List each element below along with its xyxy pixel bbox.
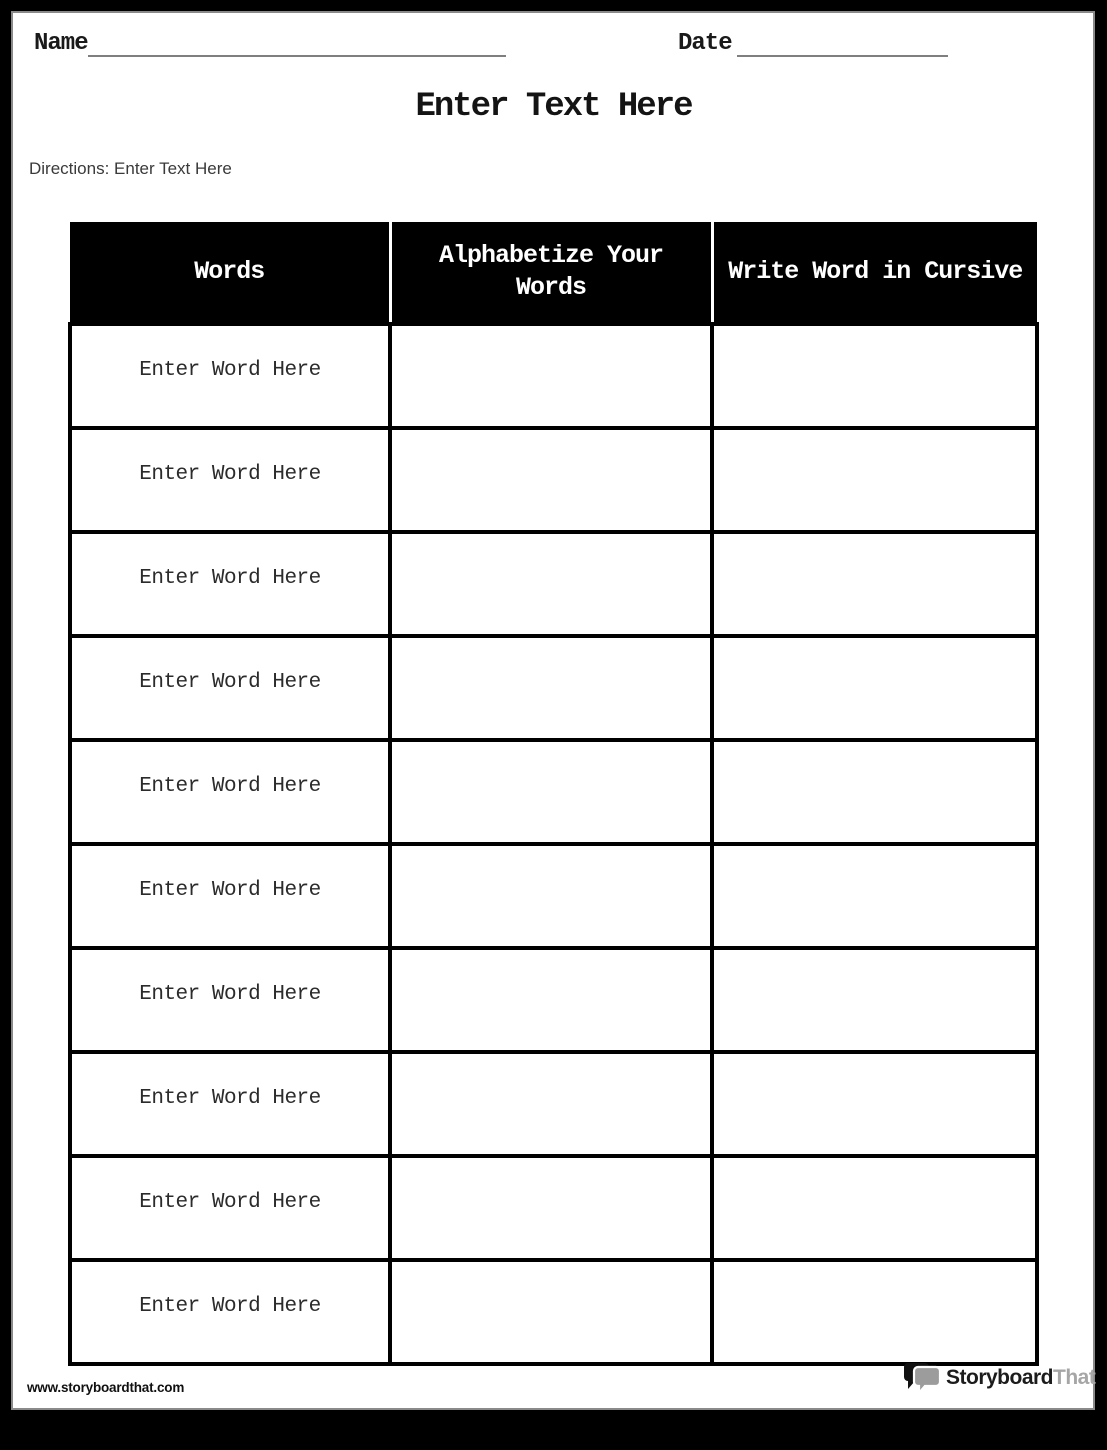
alphabetize-cell [390, 1260, 712, 1364]
alphabetize-cell [390, 428, 712, 532]
table-row [70, 948, 1037, 1052]
cursive-cell [712, 1260, 1037, 1364]
alphabetize-cell [390, 324, 712, 428]
alphabetize-cell [390, 948, 712, 1052]
worksheet-title[interactable]: Enter Text Here [415, 88, 692, 126]
word-cell[interactable]: Enter Word Here [70, 636, 390, 740]
header-words: Words [70, 222, 390, 324]
table-row [70, 740, 1037, 844]
table-row [70, 324, 1037, 428]
cursive-cell [712, 740, 1037, 844]
logo-text-storyboard: Storyboard [946, 1366, 1054, 1389]
word-cell[interactable]: Enter Word Here [70, 532, 390, 636]
alphabetize-cell [390, 1052, 712, 1156]
name-label: Name [34, 30, 88, 57]
name-write-line [88, 55, 506, 57]
header-alphabetize: Alphabetize Your Words [390, 222, 712, 324]
date-label: Date [678, 30, 732, 57]
word-cell[interactable]: Enter Word Here [70, 740, 390, 844]
table-header-row [70, 222, 1037, 324]
alphabetize-cell [390, 636, 712, 740]
alphabetize-cell [390, 844, 712, 948]
alphabetize-cell [390, 1156, 712, 1260]
cursive-cell [712, 324, 1037, 428]
cursive-cell [712, 636, 1037, 740]
cursive-cell [712, 1156, 1037, 1260]
word-cell[interactable]: Enter Word Here [70, 1052, 390, 1156]
alphabetize-cell [390, 740, 712, 844]
cursive-cell [712, 844, 1037, 948]
logo-text-that: That [1053, 1366, 1096, 1389]
word-cell[interactable]: Enter Word Here [70, 324, 390, 428]
alphabetize-cell [390, 532, 712, 636]
word-cell[interactable]: Enter Word Here [70, 1156, 390, 1260]
storyboardthat-logo-icon [903, 1360, 941, 1396]
cursive-cell [712, 532, 1037, 636]
word-cell[interactable]: Enter Word Here [70, 1260, 390, 1364]
word-cell[interactable]: Enter Word Here [70, 844, 390, 948]
date-write-line [737, 55, 948, 57]
table-row [70, 532, 1037, 636]
table-row [70, 1260, 1037, 1364]
directions-text[interactable]: Directions: Enter Text Here [29, 159, 232, 178]
word-cell[interactable]: Enter Word Here [70, 948, 390, 1052]
cursive-cell [712, 428, 1037, 532]
table-row [70, 428, 1037, 532]
storyboardthat-logo [903, 1360, 1095, 1396]
table-row [70, 1156, 1037, 1260]
table-row [70, 1052, 1037, 1156]
logo-text [946, 1366, 1095, 1390]
site-url: www.storyboardthat.com [27, 1380, 185, 1395]
cursive-cell [712, 1052, 1037, 1156]
table-row [70, 844, 1037, 948]
table-row [70, 636, 1037, 740]
cursive-cell [712, 948, 1037, 1052]
worksheet-table [68, 222, 1039, 1366]
header-cursive: Write Word in Cursive [712, 222, 1037, 324]
word-cell[interactable]: Enter Word Here [70, 428, 390, 532]
